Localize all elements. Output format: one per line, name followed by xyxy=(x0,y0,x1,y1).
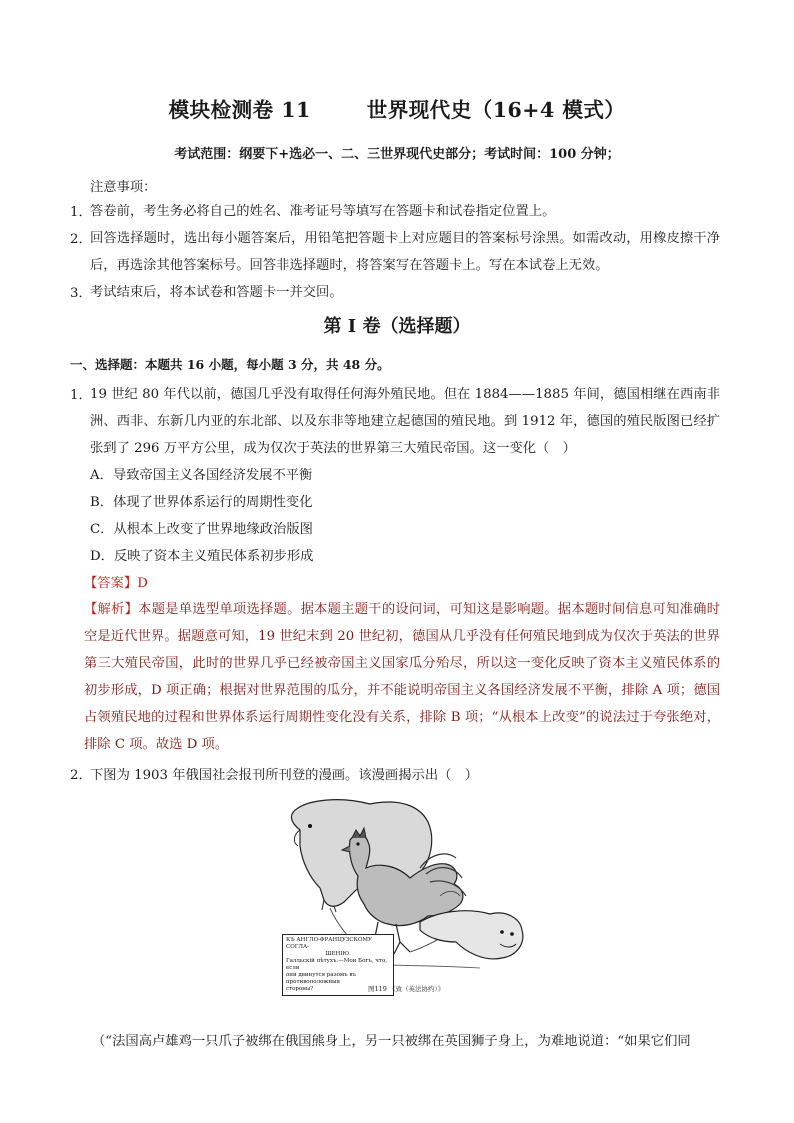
q1-stem: 19 世纪 80 年代以前，德国几乎没有取得任何海外殖民地。但在 1884——1885 年间，德国相继在西南非洲、西非、东新几内亚的东北部、以及东非等地建立起德国的殖民地。到 1912 年，德国的殖民版图已经扩张到了 296 万平方公里，成为仅次于英法的世界第三大殖民帝国。这一变化（ ） xyxy=(90,387,720,456)
q2-stem: 下图为 1903 年俄国社会报刊所刊登的漫画。该漫画揭示出（ ） xyxy=(90,768,479,783)
cartoon-caption-line-3: Галльскій пѣтухъ.—Мои Богъ, что, если xyxy=(286,958,388,971)
notice-2-number: 2． xyxy=(70,232,92,247)
cartoon-caption-line-5: стороны? xyxy=(286,986,314,992)
q1-option-a: A．导致帝国主义各国经济发展不平衡 xyxy=(90,468,313,483)
q1-option-d: D．反映了资本主义殖民体系初步形成 xyxy=(90,549,314,564)
notice-3-number: 3． xyxy=(70,286,92,301)
q1-option-b: B．体现了世界体系运行的周期性变化 xyxy=(90,495,313,510)
q1-analysis-text: 本题是单选型单项选择题。据本题主题干的设问词，可知这是影响题。据本题时间信息可知准确时空是近代世界。据题意可知，19 世纪末到 20 世纪初，德国从几乎没有任何殖民地到成为仅次于英法的世界第三大殖民帝国，此时的世界几乎已经被帝国主义国家瓜分殆尽，所以这一变化反映了资本主义殖民体系的初步形成，D 项正确；根据对世界范围的瓜分，并不能说明帝国主义各国经济发展不平衡，排除 A 项；德国占领殖民地的过程和世界体系运行周期性变化没有关系，排除 B 项；“从根本上改变”的说法过于夸张绝对，排除 C 项。故选 D 项。 xyxy=(84,602,721,752)
q2-continuation: （“法国高卢雄鸡一只爪子被绑在俄国熊身上，另一只被绑在英国狮子身上，为难地说道：“如果它们同 xyxy=(92,1034,691,1049)
notice-3-text: 考试结束后，将本试卷和答题卡一并交回。 xyxy=(90,285,343,300)
q1-answer-label: 【答案】 xyxy=(84,576,138,591)
q1-answer xyxy=(84,574,148,593)
notice-2-text: 回答选择题时，选出每小题答案后，用铅笔把答题卡上对应题目的答案标号涂黑。如需改动，用橡皮擦干净后，再选涂其他答案标号。回答非选择题时，将答案写在答题卡上。写在本试卷上无效。 xyxy=(90,231,720,273)
notice-heading: 注意事项： xyxy=(90,180,157,195)
section-title: 第 I 卷（选择题） xyxy=(323,316,471,337)
figure-caption: 图119 《致（英法协约）》 xyxy=(368,985,445,993)
notice-1-text: 答卷前，考生务必将自己的姓名、准考证号等填写在答题卡和试卷指定位置上。 xyxy=(90,204,556,219)
notice-1-number: 1． xyxy=(70,205,92,220)
page-title xyxy=(0,93,794,123)
title-left: 模块检测卷 11 xyxy=(168,98,311,122)
cartoon-caption-line-2: ШЕНІЮ. xyxy=(325,951,351,957)
exam-scope: 考试范围：纲要下+选必一、二、三世界现代史部分；考试时间：100 分钟； xyxy=(174,147,620,162)
cartoon-caption-line-1: КЪ АНГЛО-ФРАНЦУЗСКОМУ СОГЛА- xyxy=(286,937,372,950)
title-right: 世界现代史（16+4 模式） xyxy=(366,98,626,122)
q2-number: 2． xyxy=(70,768,92,783)
cartoon-caption-line-4: они двинутся разомъ въ противоположныя xyxy=(286,972,357,985)
q1-number: 1． xyxy=(70,388,92,403)
section-intro: 一、选择题：本题共 16 小题，每小题 3 分，共 48 分。 xyxy=(70,357,390,372)
q1-analysis-label: 【解析】 xyxy=(84,602,139,617)
q1-answer-value: D xyxy=(137,576,148,591)
q1-option-c: C．从根本上改变了世界地缘政治版图 xyxy=(90,522,313,537)
q1-analysis xyxy=(84,596,720,758)
